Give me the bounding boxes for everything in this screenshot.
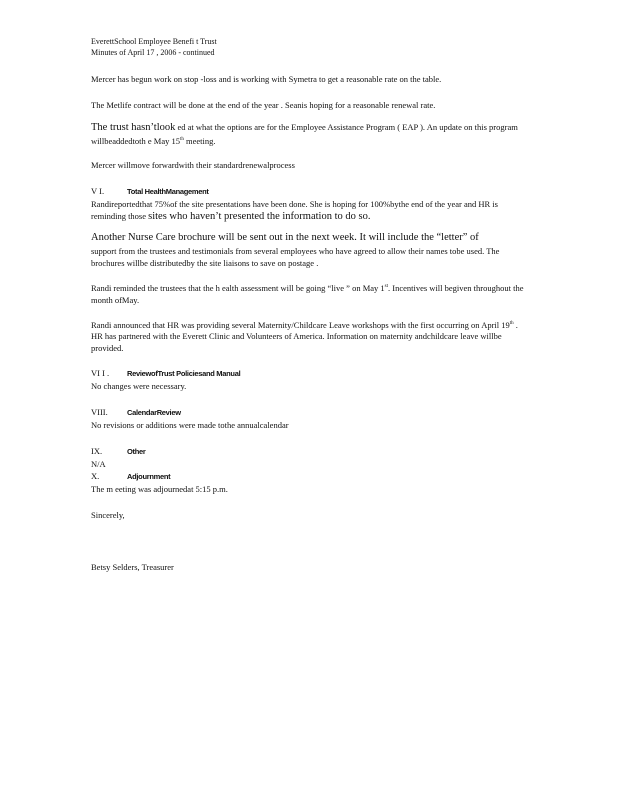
paragraph-maternity-end: . HR has partnered with the Everett Clinic and Volunteers of America. Information on maternity andchildcare leave willbe provided. bbox=[91, 319, 518, 354]
section-viii-body: No revisions or additions were made tothe annualcalendar bbox=[91, 420, 289, 431]
header-title: EverettSchool Employee Benefi t Trust bbox=[91, 37, 217, 46]
paragraph-nurse-care-body: support from the trustees and testimonials from several employees who have agreed to allow their names tobe used. The brochures willbe distributedby the site liaisons to save on postage . bbox=[91, 245, 500, 268]
paragraph-maternity-body: Randi announced that HR was providing several Maternity/Childcare Leave workshops with the first occurring on April 19 bbox=[91, 319, 510, 330]
section-viii-number: VIII. bbox=[91, 407, 108, 418]
section-vi-heading bbox=[91, 185, 531, 198]
paragraph-eap bbox=[91, 121, 531, 147]
paragraph-nurse-care-lead: Another Nurse Care brochure will be sent out in the next week. It will include the “letter” of bbox=[91, 231, 479, 243]
section-ix-title: Other bbox=[127, 447, 146, 457]
section-ix-number: IX. bbox=[91, 446, 103, 457]
paragraph-eap-sup: th bbox=[180, 137, 184, 142]
paragraph-site-presentations-body: Randireportedthat 75%of the site presentations have been done. She is hoping for 100%bythe end of the year and HR is reminding those bbox=[91, 198, 498, 221]
section-x-heading bbox=[91, 470, 531, 483]
paragraph-mercer-renewal: Mercer willmove forwardwith their standardrenewalprocess bbox=[91, 159, 295, 170]
paragraph-site-presentations bbox=[91, 198, 531, 223]
section-ix-body: N/A bbox=[91, 459, 106, 470]
section-x-number: X. bbox=[91, 471, 100, 482]
paragraph-mercer-stop-loss: Mercer has begun work on stop -loss and is working with Symetra to get a reasonable rate on the table. bbox=[91, 74, 442, 84]
closing-salutation: Sincerely, bbox=[91, 510, 125, 521]
paragraph-site-presentations-emphasis: sites who haven’t presented the information to do so. bbox=[148, 210, 371, 222]
document-page bbox=[91, 36, 531, 573]
paragraph-health-assessment bbox=[91, 281, 531, 306]
paragraph-eap-body: ed at what the options are for the Employee Assistance Program ( EAP ). An update on this program willbeaddedtoth e May 15 bbox=[91, 122, 518, 146]
section-vii-number: VI I . bbox=[91, 368, 110, 379]
section-viii-heading bbox=[91, 406, 531, 419]
section-x-body: The m eeting was adjournedat 5:15 p.m. bbox=[91, 484, 228, 495]
section-x-title: Adjournment bbox=[127, 472, 171, 482]
section-vii-heading bbox=[91, 367, 531, 380]
section-ix-heading bbox=[91, 445, 531, 458]
paragraph-health-assessment-body: Randi reminded the trustees that the h ealth assessment will be going “live ” on May 1 bbox=[91, 282, 385, 293]
header-subtitle: Minutes of April 17 , 2006 - continued bbox=[91, 48, 215, 57]
section-vi-title: Total HealthManagement bbox=[127, 186, 209, 196]
section-vii-body: No changes were necessary. bbox=[91, 381, 187, 392]
paragraph-maternity-workshops bbox=[91, 318, 531, 355]
section-vii-title: ReviewofTrust Policiesand Manual bbox=[127, 369, 241, 379]
paragraph-eap-lead: The trust hasn’tlook bbox=[91, 122, 176, 133]
paragraph-health-assessment-end: . Incentives will begiven throughout the month ofMay. bbox=[91, 282, 524, 305]
section-viii-title: CalendarReview bbox=[127, 408, 181, 418]
closing-signature: Betsy Selders, Treasurer bbox=[91, 562, 174, 573]
paragraph-eap-end: meeting. bbox=[183, 135, 216, 146]
paragraph-health-assessment-sup: st bbox=[384, 283, 388, 289]
paragraph-maternity-sup: th bbox=[509, 320, 514, 326]
section-vi-number: V I. bbox=[91, 185, 105, 196]
paragraph-metlife-contract: The Metlife contract will be done at the end of the year . Seanis hoping for a reasonable renewal rate. bbox=[91, 100, 436, 110]
paragraph-nurse-care-brochure bbox=[91, 231, 531, 269]
